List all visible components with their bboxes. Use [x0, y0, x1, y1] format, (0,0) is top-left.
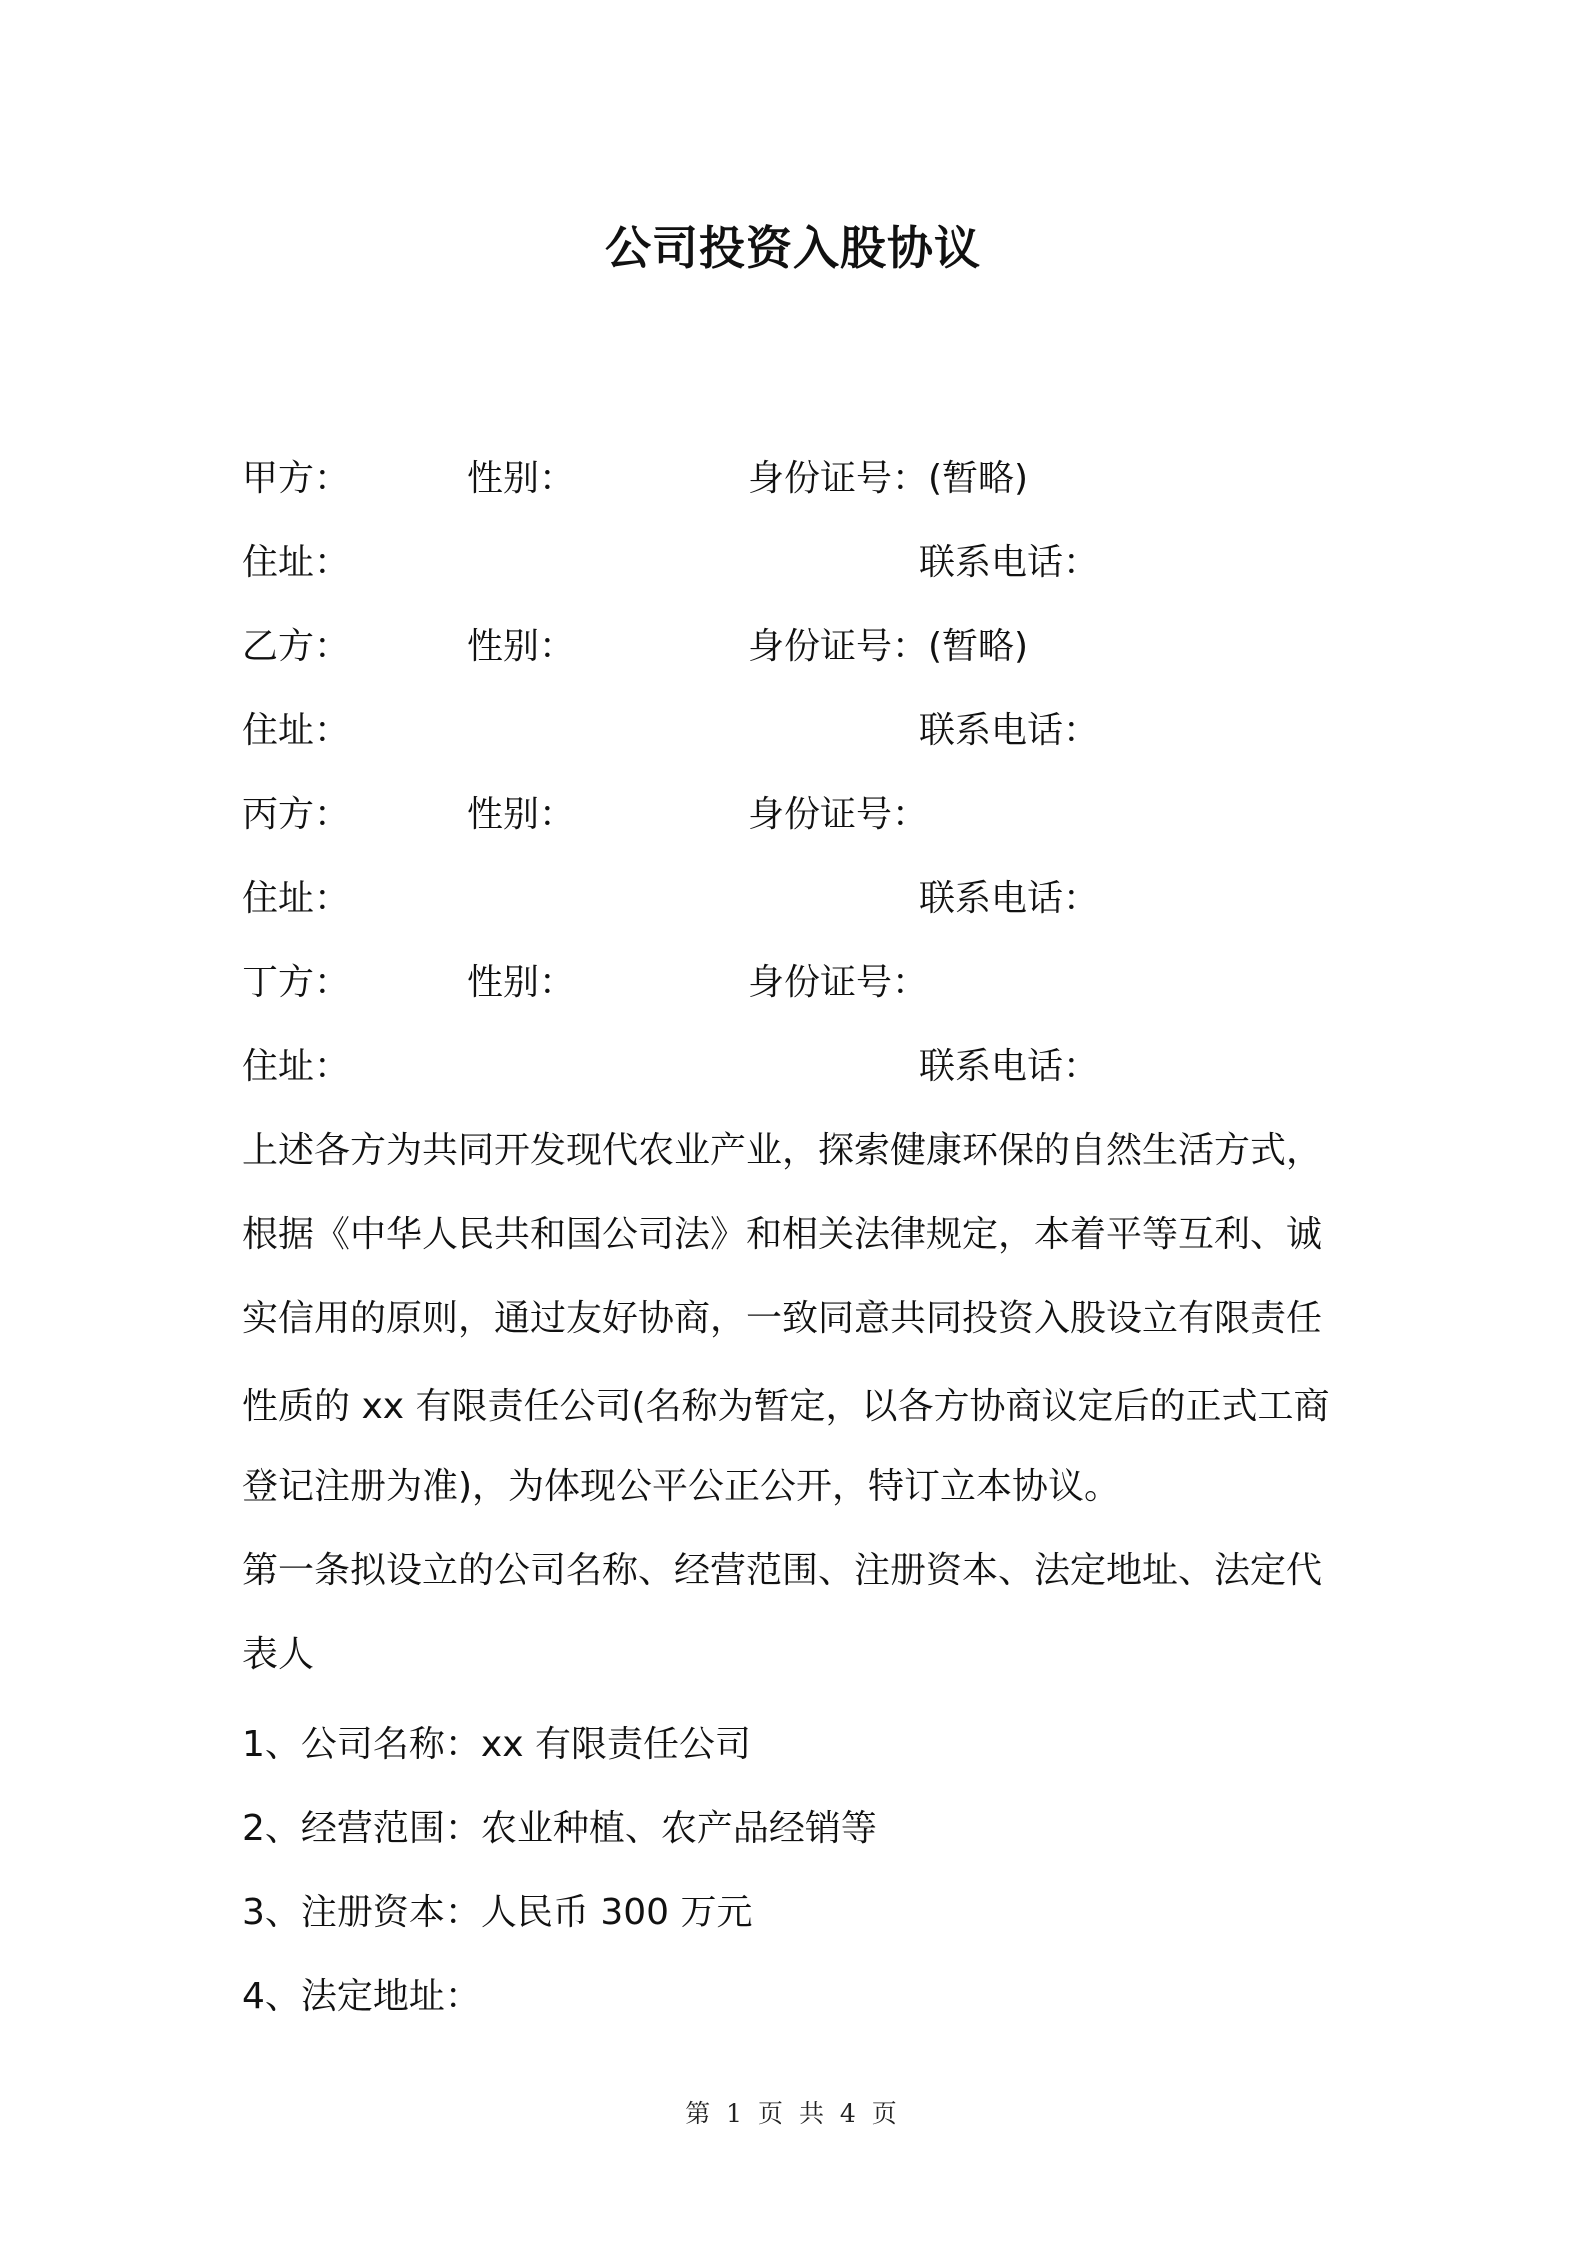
party-d-address: 住址：: [242, 1046, 351, 1087]
preamble-line-2: 根据《中华人民共和国公司法》和相关法律规定，本着平等互利、诚: [242, 1214, 1323, 1255]
item-registered-capital: 3、注册资本：人民币 300 万元: [242, 1892, 753, 1933]
preamble-line-1: 上述各方为共同开发现代农业产业，探索健康环保的自然生活方式，: [242, 1130, 1323, 1171]
party-d-line: [0, 954, 1586, 1014]
party-b-address: 住址：: [242, 710, 351, 751]
party-a-phone: 联系电话：: [919, 542, 1100, 583]
item-legal-address: 4、法定地址：: [242, 1976, 481, 2017]
party-d-address-line: [0, 1038, 1586, 1098]
party-a-address-line: [0, 534, 1586, 594]
party-d-gender: 性别：: [467, 962, 576, 1003]
party-c-gender: 性别：: [467, 794, 576, 835]
party-b-address-line: [0, 702, 1586, 762]
party-a-address: 住址：: [242, 542, 351, 583]
party-a-line: [0, 450, 1586, 510]
party-c-label: 丙方：: [242, 794, 351, 835]
party-d-label: 丁方：: [242, 962, 351, 1003]
party-b-gender: 性别：: [467, 626, 576, 667]
preamble-line-3: 实信用的原则，通过友好协商，一致同意共同投资入股设立有限责任: [242, 1298, 1323, 1339]
party-a-label: 甲方：: [242, 458, 351, 499]
party-a-id: 身份证号：(暂略): [748, 458, 1029, 499]
party-c-id: 身份证号：: [748, 794, 929, 835]
party-b-phone: 联系电话：: [919, 710, 1100, 751]
item-company-name: 1、公司名称：xx 有限责任公司: [242, 1724, 751, 1765]
party-a-gender: 性别：: [467, 458, 576, 499]
preamble-line-5: 登记注册为准)，为体现公平公正公开，特订立本协议。: [242, 1466, 1121, 1507]
page-footer: 第 1 页 共 4 页: [685, 2099, 901, 2128]
preamble-line-4: 性质的 xx 有限责任公司(名称为暂定，以各方协商议定后的正式工商: [242, 1386, 1330, 1427]
party-b-label: 乙方：: [242, 626, 351, 667]
party-c-phone: 联系电话：: [919, 878, 1100, 919]
party-d-phone: 联系电话：: [919, 1046, 1100, 1087]
party-d-id: 身份证号：: [748, 962, 929, 1003]
party-c-address-line: [0, 870, 1586, 930]
document-title: 公司投资入股协议: [605, 221, 981, 275]
party-c-address: 住址：: [242, 878, 351, 919]
article1-line-2: 表人: [242, 1634, 315, 1675]
article1-line-1: 第一条拟设立的公司名称、经营范围、注册资本、法定地址、法定代: [242, 1550, 1323, 1591]
party-b-line: [0, 618, 1586, 678]
party-b-id: 身份证号：(暂略): [748, 626, 1029, 667]
item-business-scope: 2、经营范围：农业种植、农产品经销等: [242, 1808, 877, 1849]
party-c-line: [0, 786, 1586, 846]
